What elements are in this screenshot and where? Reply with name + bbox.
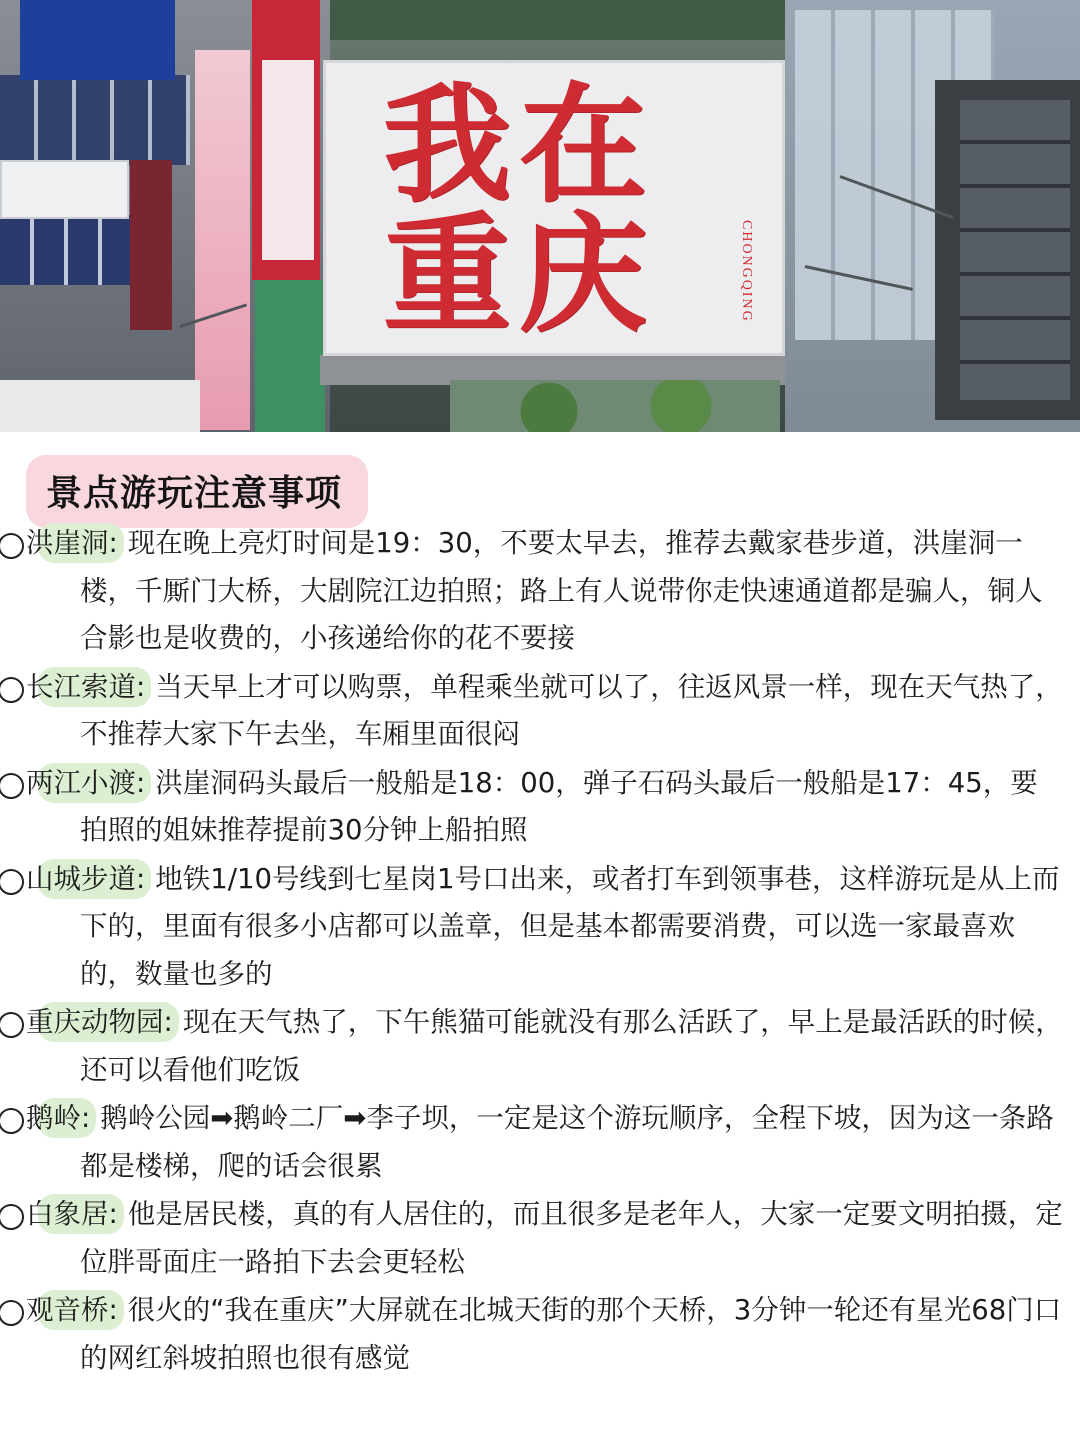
item-tag [26,1194,124,1234]
list-item [26,1287,1063,1382]
item-label: 山城步道: [26,862,146,895]
check-circle-icon [0,1300,24,1326]
red-vertical-sign [130,160,172,330]
list-item [26,999,1063,1094]
item-label: 白象居: [26,1198,118,1230]
item-text: 很火的“我在重庆”大屏就在北城天街的那个天桥，3分钟一轮还有星光68门口的网红斜坡拍照也很有感觉 [80,1294,1062,1374]
item-tag [26,667,151,707]
red-banner-poster [262,60,314,260]
list-item [26,1191,1063,1286]
check-circle-icon [0,869,24,895]
green-wall [255,280,325,432]
right-building-floors [960,100,1070,400]
list-item [26,856,1063,999]
check-circle-icon [0,1108,24,1134]
item-label: 长江索道: [26,670,146,703]
list-item [26,1095,1063,1190]
billboard-text [383,70,743,350]
item-label: 两江小渡: [26,766,146,799]
item-tag [26,1290,124,1330]
blue-shop-sign [20,0,175,80]
billboard [323,60,785,356]
check-circle-icon [0,533,24,559]
check-circle-icon [0,1204,24,1230]
item-label: 鹅岭: [26,1102,91,1134]
left-building-windows-lower [0,215,135,285]
check-circle-icon [0,773,24,799]
trees-top [320,0,790,40]
check-circle-icon [0,677,24,703]
header-photo [0,0,1080,432]
item-text: 现在天气热了，下午熊猫可能就没有那么活跃了，早上是最活跃的时候，还可以看他们吃饭 [80,1006,1063,1086]
page-title: 景点游玩注意事项 [26,455,368,528]
pink-vertical-sign [195,50,250,430]
item-text: 现在晚上亮灯时间是19：30，不要太早去，推荐去戴家巷步道，洪崖洞一楼，千厮门大桥，大剧院江边拍照；路上有人说带你走快速通道都是骗人，铜人合影也是收费的，小孩递给你的花不要接 [80,527,1043,654]
item-label: 重庆动物园: [26,1006,173,1038]
check-circle-icon [0,1012,24,1038]
item-label: 观音桥: [26,1294,118,1326]
tips-list [26,520,1063,1383]
item-label: 洪崖洞: [26,527,118,559]
item-tag [26,1098,96,1138]
left-building-windows [0,75,190,165]
item-text: 地铁1/10号线到七星岗1号口出来，或者打车到领事巷，这样游玩是从上而下的，里面有很多小店都可以盖章，但是基本都需要消费，可以选一家最喜欢的，数量也多的 [80,862,1060,990]
list-item [26,760,1063,855]
item-text: 洪崖洞码头最后一般船是18：00，弹子石码头最后一般船是17：45，要拍照的姐妹推荐提前30分钟上船拍照 [80,766,1038,846]
item-tag [26,859,151,899]
item-text: 当天早上才可以购票，单程乘坐就可以了，往返风景一样，现在天气热了，不推荐大家下午去坐，车厢里面很闷 [80,670,1063,750]
list-item [26,664,1063,759]
heading-wrap [26,455,368,528]
billboard-line-2: 重庆 [383,200,656,350]
list-item [26,520,1063,663]
item-text: 鹅岭公园➡鹅岭二厂➡李子坝，一定是这个游玩顺序，全程下坡，因为这一条路都是楼梯，爬的话会很累 [80,1102,1054,1182]
lower-shop-sign [0,380,200,432]
white-shop-sign [0,160,129,219]
billboard-line-1: 我在 [383,70,656,220]
item-tag [26,763,151,803]
item-text: 他是居民楼，真的有人居住的，而且很多是老年人，大家一定要文明拍摄，定位胖哥面庄一路拍下去会更轻松 [80,1198,1063,1278]
billboard-subtitle: CHONGQING [739,220,754,323]
item-tag [26,523,124,563]
trees [450,380,780,432]
item-tag [26,1002,179,1042]
